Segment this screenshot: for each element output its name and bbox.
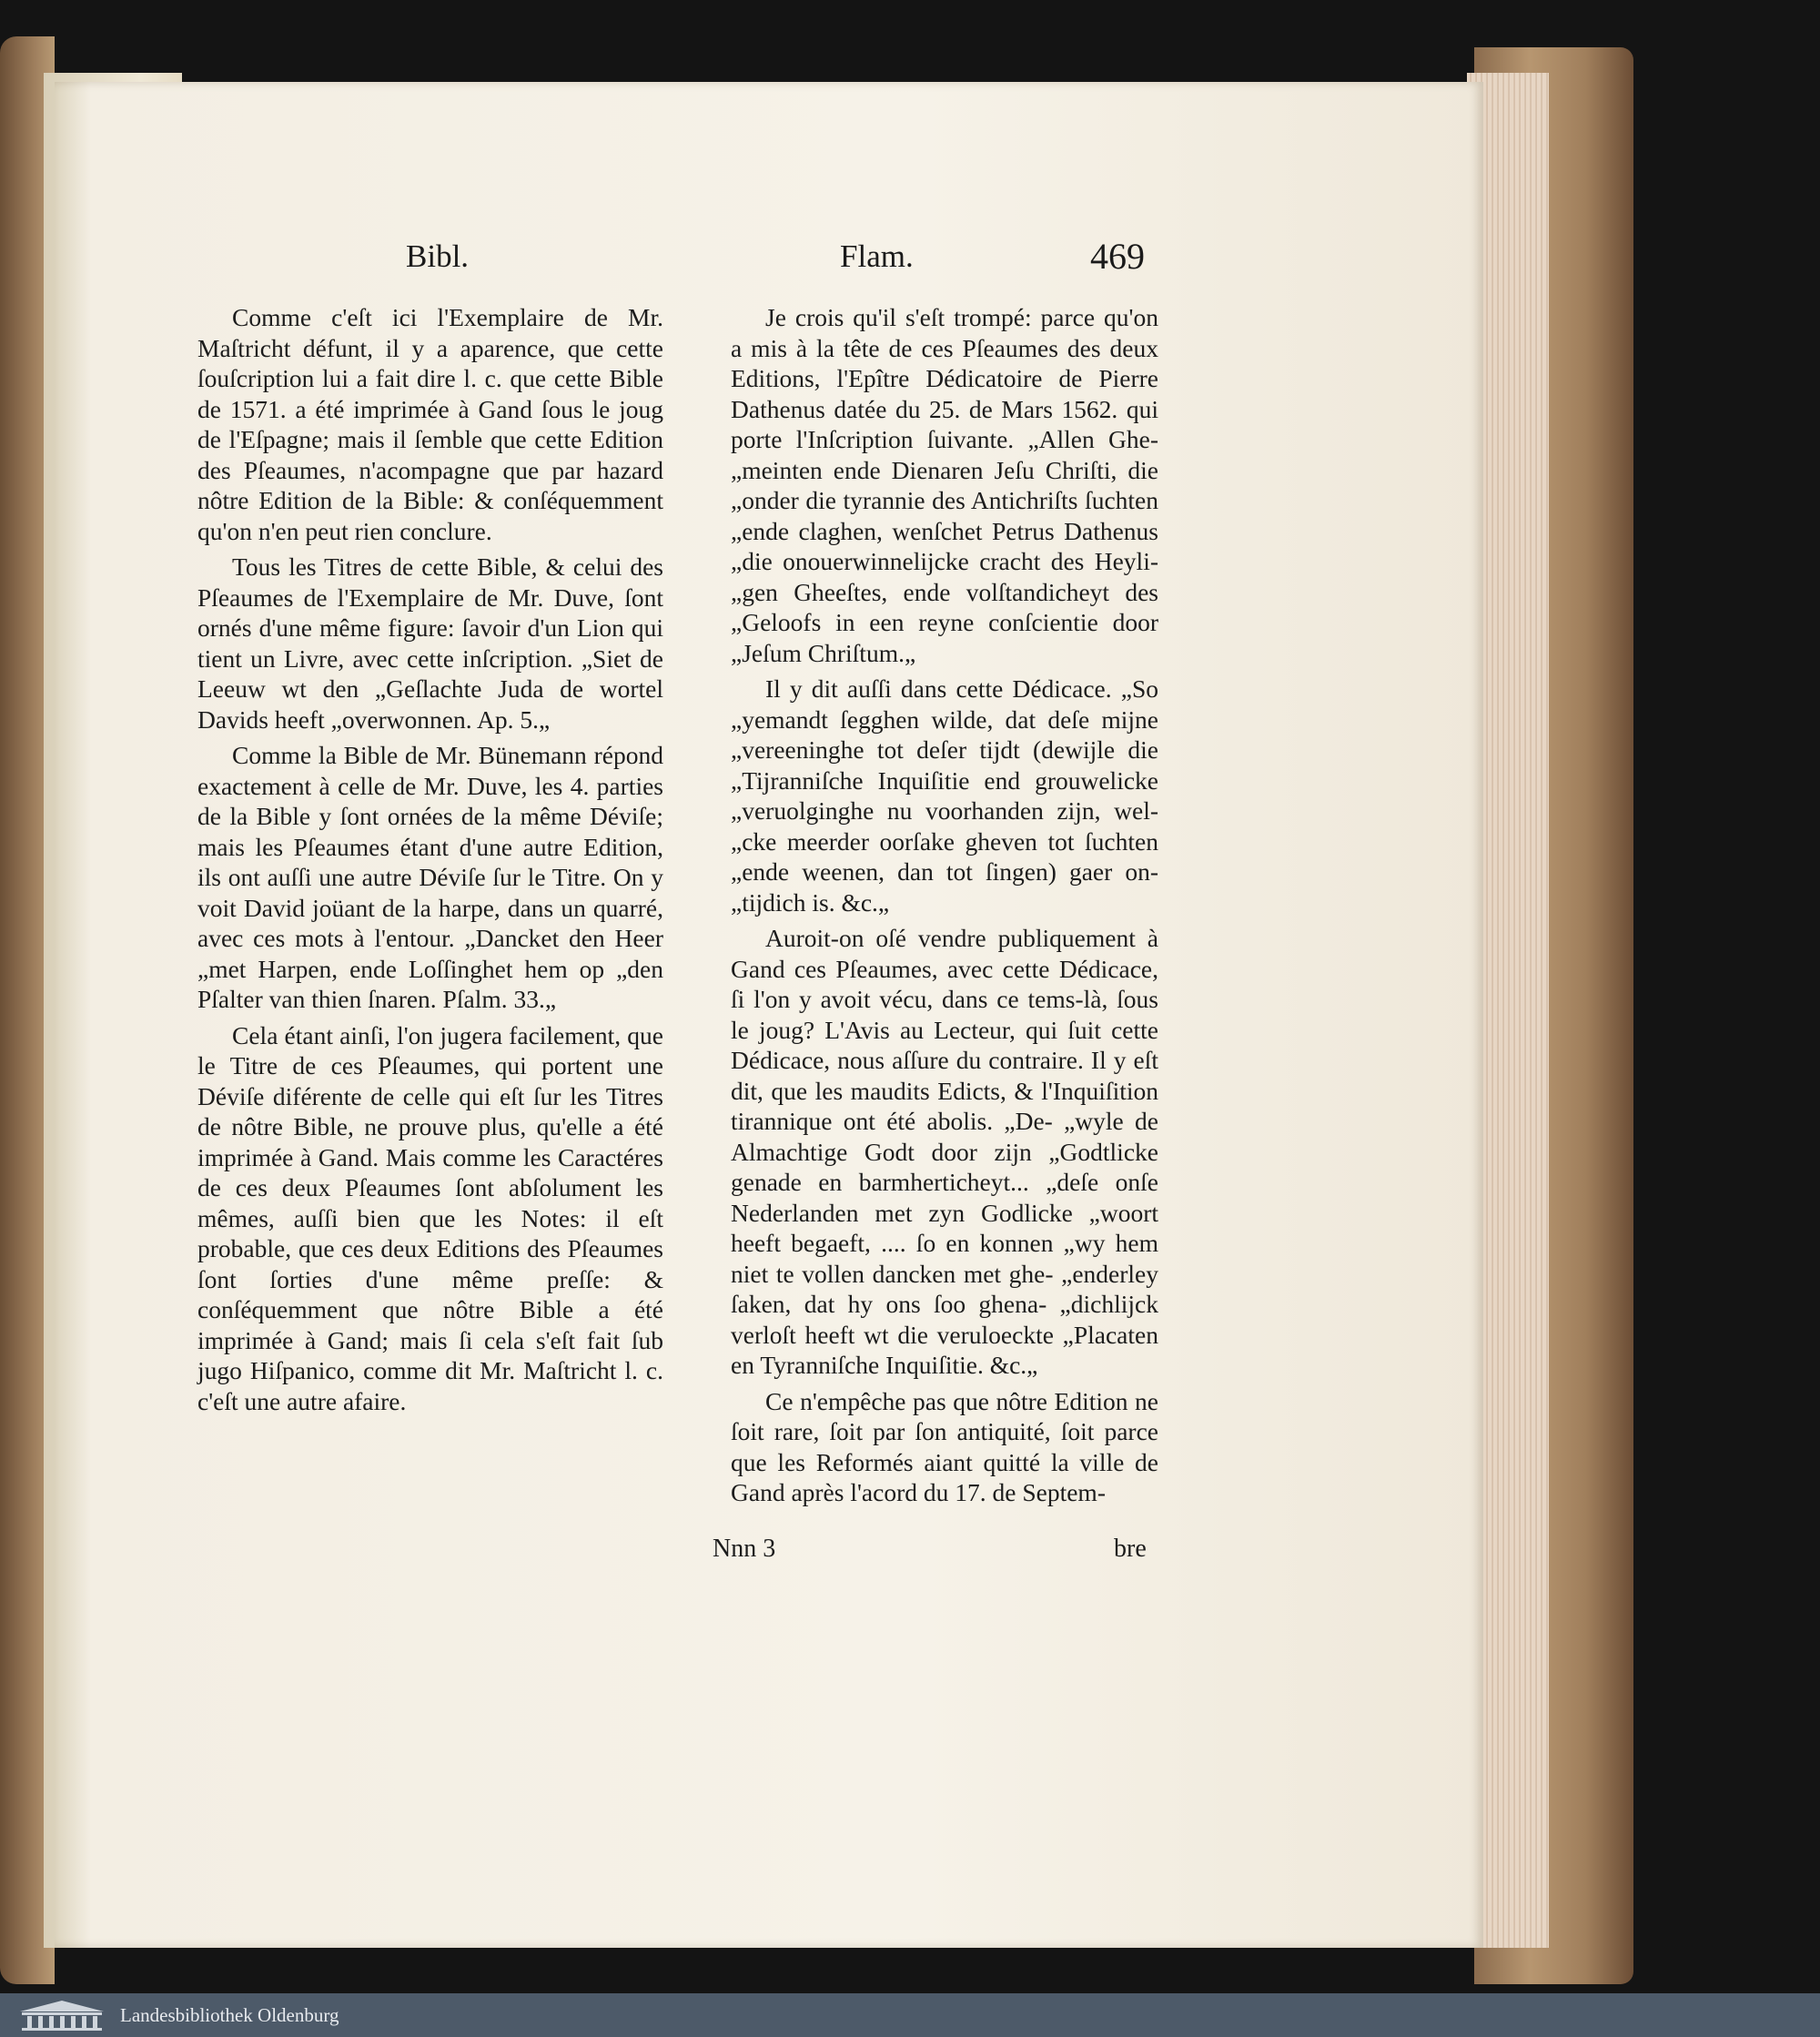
paragraph: Cela étant ainſi, l'on jugera facilement, que le Titre de ces Pſeaumes, qui portent une Déviſe diférente de celle qui eſt ſur les Titres de nôtre Bible, ne prouve plus, qu'elle a été imprimée à Gand. Mais comme les Caractéres de ces deux Pſeaumes ſont abſolument les mêmes, auſſi bien que les Notes: il eſt probable, que ces deux Editions des Pſeaumes ſont ſorties d'une même preſſe: & conſéquemment que nôtre Bible a été imprimée à Gand; mais ſi cela s'eſt fait ſub jugo Hiſpanico, comme dit Mr. Maſtricht l. c. c'eſt une autre afaire. <box>197 1020 663 1415</box>
paragraph: Je crois qu'il s'eſt trompé: parce qu'on a mis à la tête de ces Pſeaumes des deux Editions, l'Epître Dédicatoire de Pierre Dathenus datée du 25. de Mars 1562. qui porte l'Inſcription ſuivante. „Allen Ghe- „meinten ende Dienaren Jeſu Chriſti, die „onder die tyrannie des Antichriſts ſuchten „ende claghen, wenſchet Petrus Dathenus „die onouerwinnelijcke cracht des Heyli- „gen Gheeſtes, ende volſtandicheyt des „Geloofs in een reyne conſcientie door „Jeſum Chriſtum.„ <box>731 303 1158 667</box>
right-text-column <box>731 302 1158 1514</box>
paragraph: Tous les Titres de cette Bible, & celui des Pſeaumes de l'Exemplaire de Mr. Duve, ſont ornés d'une même figure: ſavoir d'un Lion qui tient un Livre, avec cette inſcription. „Siet de Leeuw wt den „Geſlachte Juda de wortel Davids heeft „overwonnen. Ap. 5.„ <box>197 552 663 734</box>
running-header-center: Flam. <box>840 238 914 274</box>
paragraph: Ce n'empêche pas que nôtre Edition ne ſoit rare, ſoit par ſon antiquité, ſoit parce que les Reformés aiant quitté la ville de Gand après l'acord du 17. de Septem- <box>731 1386 1158 1506</box>
page-number: 469 <box>1090 236 1145 277</box>
signature-mark: Nnn 3 <box>713 1535 776 1563</box>
left-text-column <box>197 302 663 1422</box>
running-header-left: Bibl. <box>406 238 470 274</box>
paragraph: Auroit-on oſé vendre publiquement à Gand ces Pſeaumes, avec cette Dédicace, ſi l'on y avoit vécu, dans ce tems-là, ſous le joug? L'Avis au Lecteur, qui ſuit cette Dédicace, nous aſſure du contraire. Il y eſt dit, que les maudits Edicts, & l'Inquiſition tirannique ont été abolis. „De- „wyle de Almachtige Godt door zijn „Godtlicke genade en barmherticheyt... „deſe onſe Nederlanden met zyn Godlicke „woort heeft begaeft, .... ſo en konnen „wy hem niet te vollen dancken met ghe- „enderley ſaken, dat hy ons ſoo ghena- „dichlijck verloſt heeft wt die veruloeckte „Placaten en Tyranniſche Inquiſitie. &c.„ <box>731 924 1158 1379</box>
paragraph: Il y dit auſſi dans cette Dédicace. „So „yemandt ſegghen wilde, dat deſe mijne „vereeninghe tot deſer tijdt (dewijle die „Tijranniſche Inquiſitie end grouwelicke „veruolginghe nu voorhanden zijn, wel- „cke meerder oorſake gheven tot ſuchten „ende weenen, dan tot ſingen) gaer on- „tijdich is. &c.„ <box>731 674 1158 917</box>
library-building-icon <box>16 1999 107 2032</box>
library-footer-bar <box>0 1993 1820 2037</box>
library-name: Landesbibliothek Oldenburg <box>120 2004 339 2026</box>
catchword: bre <box>1114 1535 1147 1563</box>
paragraph: Comme c'eſt ici l'Exemplaire de Mr. Maſtricht défunt, il y a aparence, que cette ſouſcription lui a fait dire l. c. que cette Bible de 1571. a été imprimée à Gand ſous le joug de l'Eſpagne; mais il ſemble que cette Edition des Pſeaumes, n'acompagne que par hazard nôtre Edition de la Bible: & conſéquemment qu'on n'en peut rien conclure. <box>197 303 663 545</box>
paragraph: Comme la Bible de Mr. Bünemann répond exactement à celle de Mr. Duve, les 4. parties de la Bible y ſont ornées de la même Déviſe; mais les Pſeaumes étant d'une autre Edition, ils ont auſſi une autre Déviſe ſur le Titre. On y voit David joüant de la harpe, dans un quarré, avec ces mots à l'entour. „Dancket den Heer „met Harpen, ende Loſſinghet hem op „den Pſalter van thien ſnaren. Pſalm. 33.„ <box>197 741 663 1013</box>
